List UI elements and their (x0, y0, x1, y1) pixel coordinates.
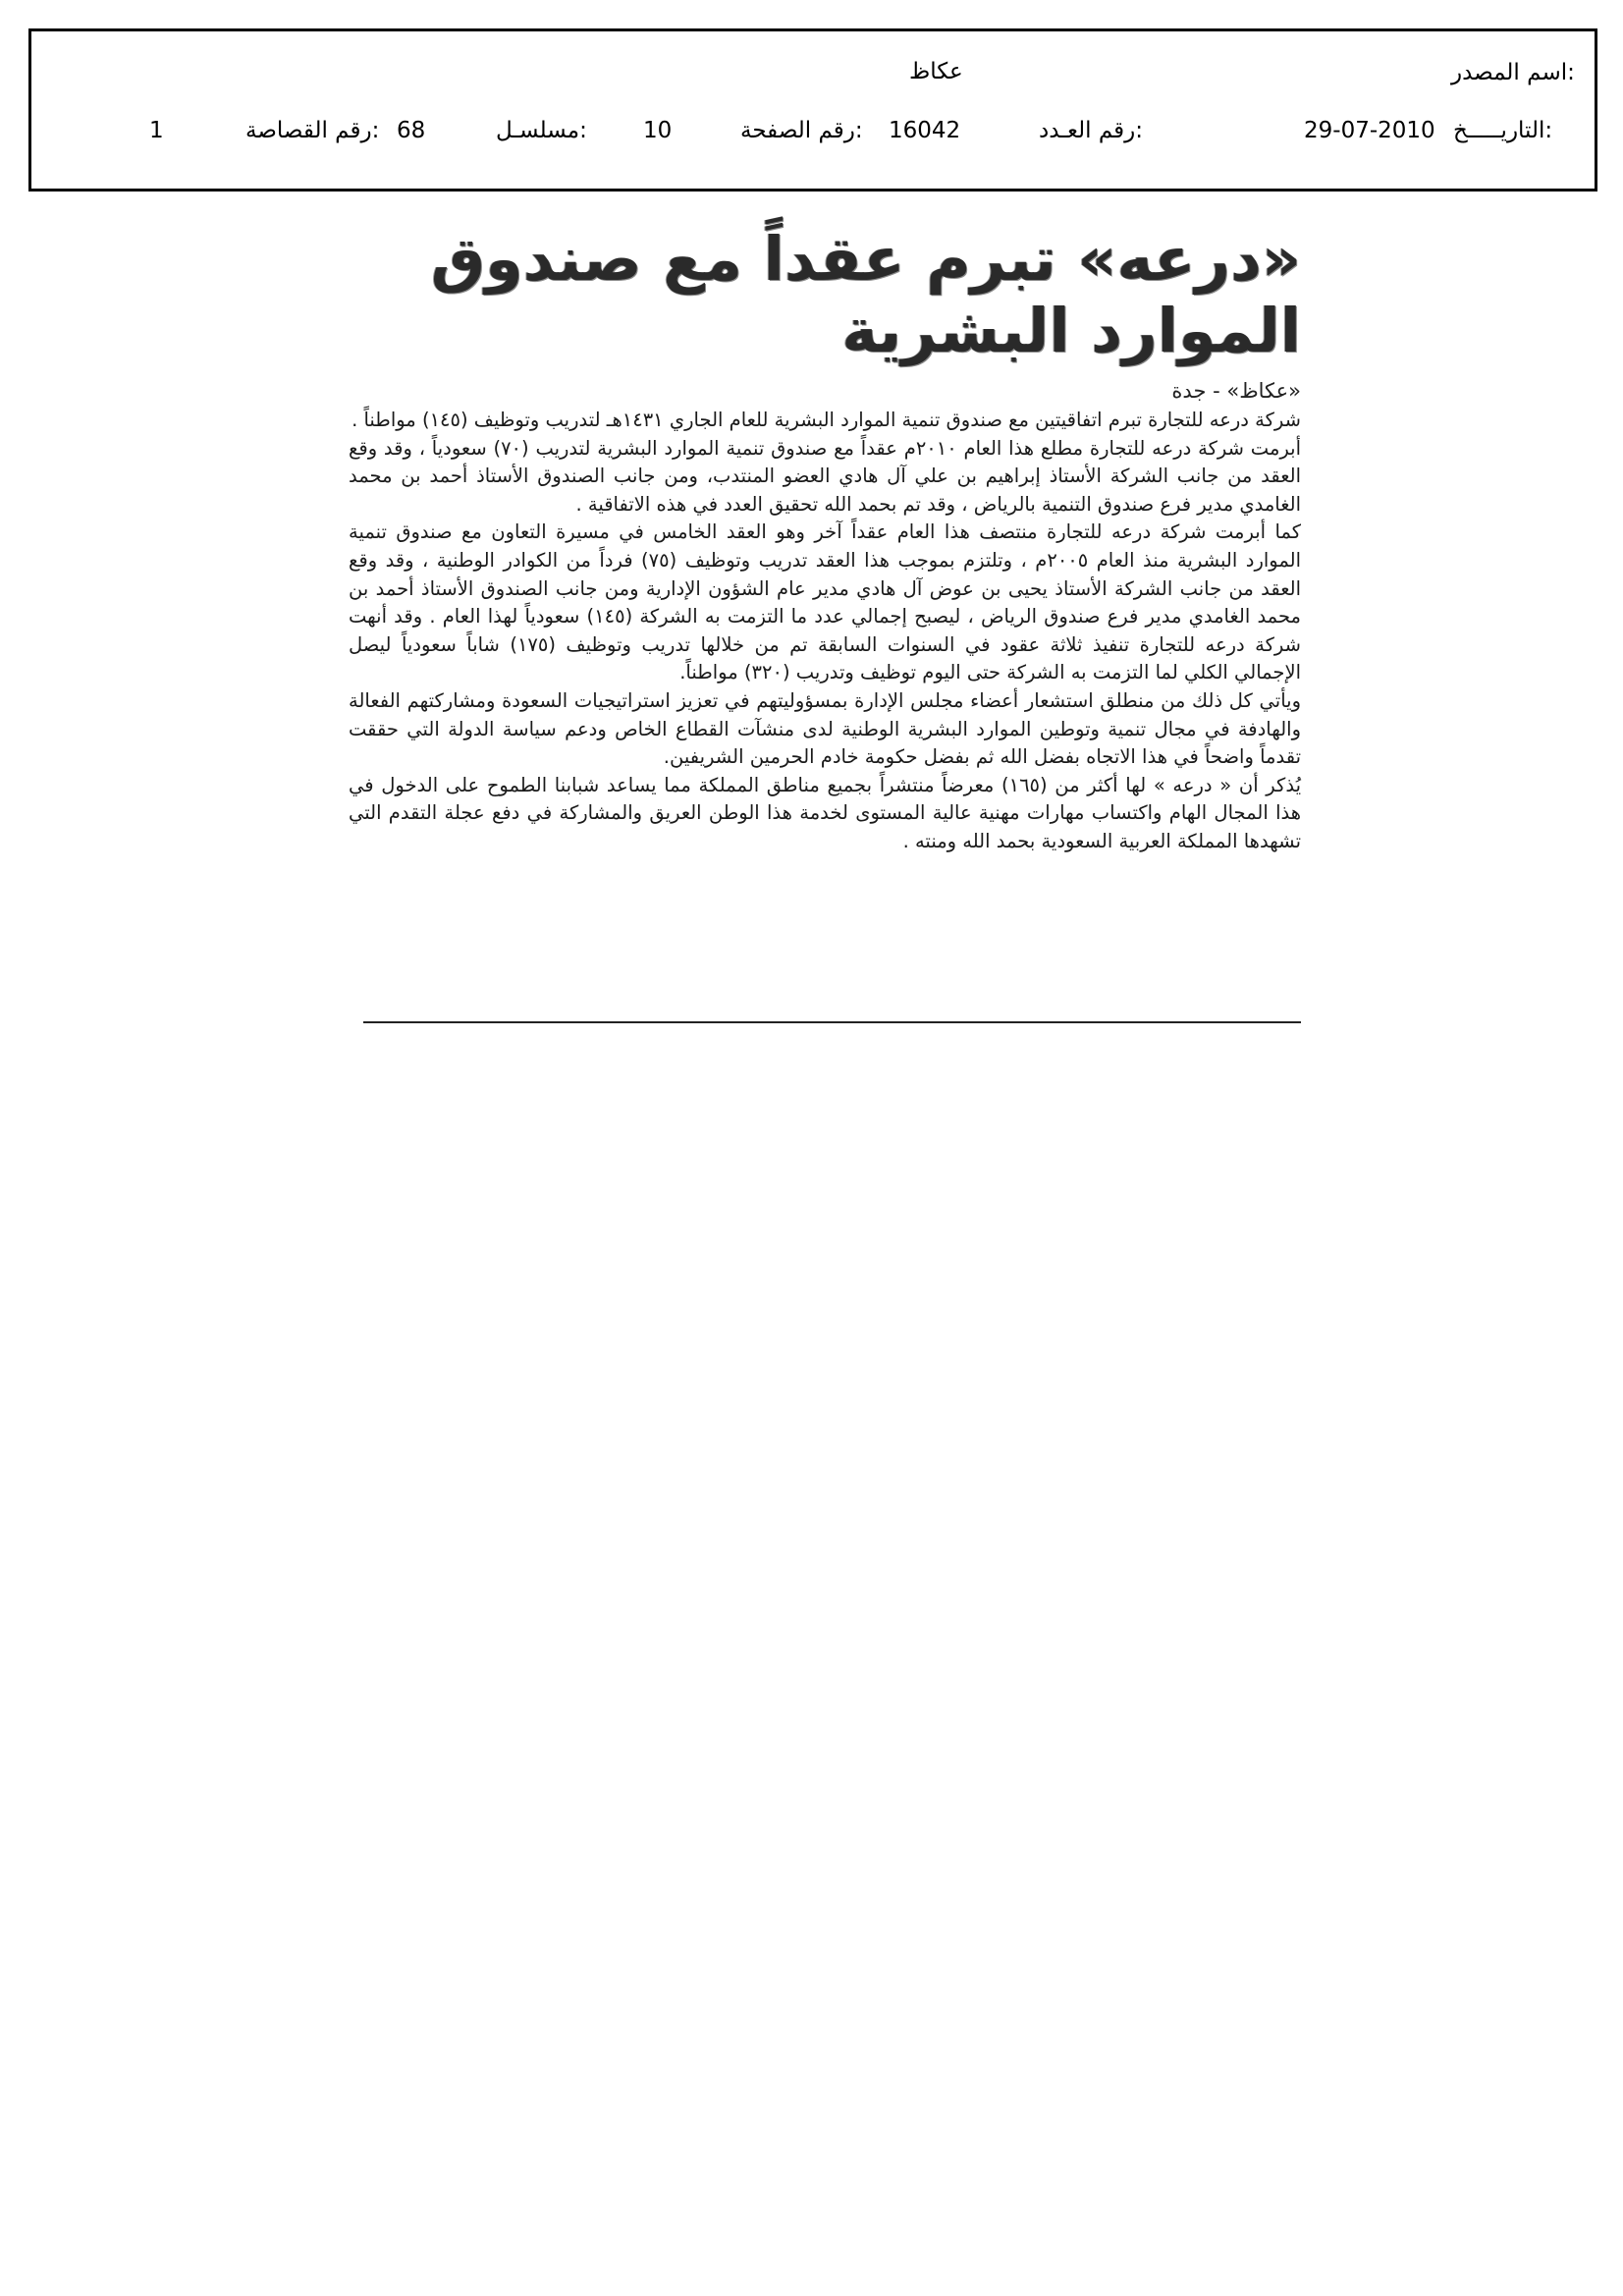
date-value: 29-07-2010 (1304, 118, 1435, 143)
metadata-box (28, 28, 1597, 191)
article-bottom-rule (363, 1021, 1301, 1023)
issue-label: رقم العـدد: (1039, 118, 1144, 143)
date-label: التاريـــــخ: (1453, 118, 1553, 143)
page-value: 10 (643, 118, 673, 143)
article-headline: «درعه» تبرم عقداً مع صندوق الموارد البشرية (430, 223, 1301, 366)
article-paragraph: أبرمت شركة درعه للتجارة مطلع هذا العام ٢٠١٠م عقداً مع صندوق تنمية الموارد البشرية لتدريب (٧٠) سعودياً ، وقد وقع العقد من جانب الشركة الأستاذ إبراهيم بن علي آل هادي العضو المنتدب، ومن جانب الصندوق الأستاذ أحمد بن محمد الغامدي مدير فرع صندوق التنمية بالرياض ، وقد تم بحمد الله تحقيق العدد في هذه الاتفاقية . (349, 436, 1301, 516)
clipping-label: رقم القصاصة: (245, 118, 380, 143)
page-label: رقم الصفحة: (740, 118, 863, 143)
article-body (349, 407, 1301, 856)
issue-value: 16042 (889, 118, 961, 143)
source-label: اسم المصدر: (1451, 60, 1575, 85)
clipping-value: 1 (149, 118, 164, 143)
serial-value: 68 (397, 118, 426, 143)
article-paragraph: كما أبرمت شركة درعه للتجارة منتصف هذا العام عقداً آخر وهو العقد الخامس في مسيرة التعاون مع صندوق تنمية الموارد البشرية منذ العام ٢٠٠٥م ، وتلتزم بموجب هذا العقد تدريب وتوظيف (٧٥) فرداً من الكوادر الوطنية ، وقد وقع العقد من جانب الشركة الأستاذ يحيى بن عوض آل هادي مدير عام الشؤون الإدارية ومن جانب الصندوق الأستاذ أحمد بن محمد الغامدي مدير فرع صندوق الرياض ، ليصبح إجمالي عدد ما التزمت به الشركة (١٤٥) سعودياً لهذا العام . وقد أنهت شركة درعه للتجارة تنفيذ ثلاثة عقود في السنوات السابقة تم من خلالها تدريب وتوظيف (١٧٥) شاباً سعودياً ليصل الإجمالي الكلي لما التزمت به الشركة حتى اليوم توظيف وتدريب (٣٢٠) مواطناً. (349, 520, 1301, 684)
serial-label: مسلسـل: (496, 118, 587, 143)
article-paragraph: ويأتي كل ذلك من منطلق استشعار أعضاء مجلس الإدارة بمسؤوليتهم في تعزيز استراتيجيات السعودة ومشاركتهم الفعالة والهادفة في مجال تنمية وتوطين الموارد البشرية الوطنية لدى منشآت القطاع الخاص ودعم سياسة الدولة التي حققت تقدماً واضحاً في هذا الاتجاه بفضل الله ثم بفضل حكومة خادم الحرمين الشريفين. (349, 688, 1301, 769)
news-clipping (349, 223, 1302, 1041)
article-paragraph: يُذكر أن « درعه » لها أكثر من (١٦٥) معرضاً منتشراً بجميع مناطق المملكة مما يساعد شبابنا الطموح على الدخول في هذا المجال الهام واكتساب مهارات مهنية عالية المستوى لخدمة هذا الوطن العريق والمشاركة في دفع عجلة التقدم التي تشهدها المملكة العربية السعودية بحمد الله ومنته . (349, 773, 1302, 852)
article-paragraph: شركة درعه للتجارة تبرم اتفاقيتين مع صندوق تنمية الموارد البشرية للعام الجاري ١٤٣١هـ لتدريب وتوظيف (١٤٥) مواطناً . (352, 409, 1301, 431)
source-value: عكاظ (909, 59, 963, 84)
article-byline: «عكاظ» - جدة (1171, 379, 1301, 403)
